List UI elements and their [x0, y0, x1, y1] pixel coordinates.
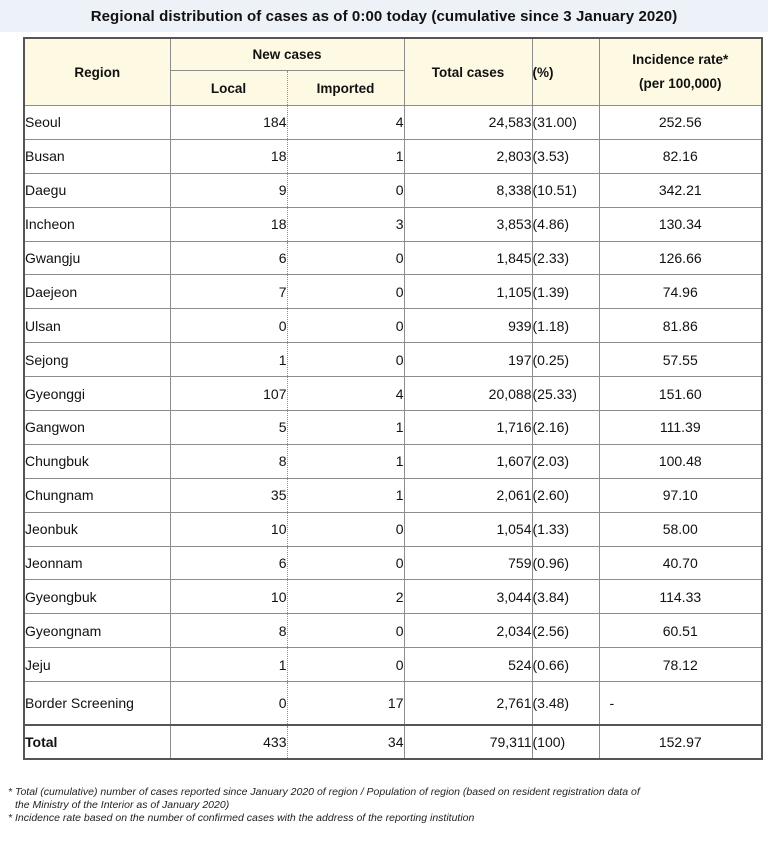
- header-incidence-line2: (per 100,000): [638, 76, 722, 91]
- cell-total: 79,311: [404, 725, 532, 759]
- cell-imported: 0: [287, 648, 404, 682]
- cell-region: Busan: [24, 139, 170, 173]
- cell-percent: (3.53): [532, 139, 599, 173]
- cell-region: Total: [24, 725, 170, 759]
- table-row: [24, 343, 762, 377]
- cell-local: 6: [170, 241, 287, 275]
- cell-percent: (31.00): [532, 106, 599, 140]
- cell-total: 939: [404, 309, 532, 343]
- cell-incidence-rate: -: [599, 682, 762, 726]
- cell-local: 1: [170, 343, 287, 377]
- cell-incidence-rate: 252.56: [599, 106, 762, 140]
- table-row: [24, 614, 762, 648]
- table-row: [24, 580, 762, 614]
- cell-incidence-rate: 114.33: [599, 580, 762, 614]
- title-bar: [0, 0, 768, 32]
- cell-incidence-rate: 97.10: [599, 478, 762, 512]
- header-new-cases: New cases: [170, 38, 404, 71]
- cell-total: 8,338: [404, 173, 532, 207]
- cell-total: 1,105: [404, 275, 532, 309]
- cell-local: 8: [170, 614, 287, 648]
- cell-region: Jeonbuk: [24, 512, 170, 546]
- cell-total: 2,761: [404, 682, 532, 726]
- cell-region: Jeju: [24, 648, 170, 682]
- table-row: [24, 444, 762, 478]
- cell-percent: (10.51): [532, 173, 599, 207]
- cell-imported: 0: [287, 343, 404, 377]
- cell-local: 35: [170, 478, 287, 512]
- cell-incidence-rate: 111.39: [599, 411, 762, 445]
- cell-imported: 0: [287, 275, 404, 309]
- table-row: [24, 512, 762, 546]
- total-row: [24, 725, 762, 759]
- cell-local: 9: [170, 173, 287, 207]
- cell-region: Gangwon: [24, 411, 170, 445]
- cell-local: 5: [170, 411, 287, 445]
- table-row: [24, 682, 762, 726]
- footnote-2: * Incidence rate based on the number of confirmed cases with the address of the reporting institution: [8, 812, 475, 824]
- cell-incidence-rate: 81.86: [599, 309, 762, 343]
- cell-incidence-rate: 82.16: [599, 139, 762, 173]
- cell-incidence-rate: 152.97: [599, 725, 762, 759]
- header-incidence-rate: [599, 38, 762, 106]
- cell-total: 2,061: [404, 478, 532, 512]
- table-header: [24, 38, 762, 106]
- cell-imported: 0: [287, 614, 404, 648]
- table-row: [24, 275, 762, 309]
- cell-total: 2,803: [404, 139, 532, 173]
- cell-total: 1,716: [404, 411, 532, 445]
- cell-percent: (2.03): [532, 444, 599, 478]
- cell-percent: (25.33): [532, 377, 599, 411]
- cell-percent: (2.56): [532, 614, 599, 648]
- cell-percent: (0.96): [532, 546, 599, 580]
- cell-local: 0: [170, 682, 287, 726]
- cell-imported: 17: [287, 682, 404, 726]
- cell-local: 107: [170, 377, 287, 411]
- cell-total: 20,088: [404, 377, 532, 411]
- cell-percent: (2.33): [532, 241, 599, 275]
- table-body: [24, 106, 762, 760]
- table-row: [24, 478, 762, 512]
- header-region: Region: [24, 38, 170, 106]
- cell-total: 1,607: [404, 444, 532, 478]
- table-row: [24, 241, 762, 275]
- cell-local: 1: [170, 648, 287, 682]
- cell-total: 3,853: [404, 207, 532, 241]
- cell-region: Daegu: [24, 173, 170, 207]
- cell-local: 18: [170, 207, 287, 241]
- cell-region: Jeonnam: [24, 546, 170, 580]
- cell-local: 0: [170, 309, 287, 343]
- cell-region: Incheon: [24, 207, 170, 241]
- table-row: [24, 139, 762, 173]
- cell-imported: 1: [287, 478, 404, 512]
- cell-total: 1,845: [404, 241, 532, 275]
- cell-imported: 3: [287, 207, 404, 241]
- cell-imported: 4: [287, 106, 404, 140]
- cell-region: Seoul: [24, 106, 170, 140]
- regional-cases-table: [23, 37, 763, 760]
- cell-incidence-rate: 78.12: [599, 648, 762, 682]
- cell-region: Gyeongnam: [24, 614, 170, 648]
- cell-total: 197: [404, 343, 532, 377]
- cell-local: 184: [170, 106, 287, 140]
- cell-imported: 2: [287, 580, 404, 614]
- cell-region: Sejong: [24, 343, 170, 377]
- cell-imported: 0: [287, 173, 404, 207]
- cell-incidence-rate: 100.48: [599, 444, 762, 478]
- cell-percent: (2.60): [532, 478, 599, 512]
- cell-total: 3,044: [404, 580, 532, 614]
- cell-percent: (4.86): [532, 207, 599, 241]
- cell-total: 1,054: [404, 512, 532, 546]
- header-incidence-line1: Incidence rate*: [632, 52, 729, 67]
- cell-imported: 0: [287, 309, 404, 343]
- cell-total: 24,583: [404, 106, 532, 140]
- table-row: [24, 309, 762, 343]
- cell-incidence-rate: 130.34: [599, 207, 762, 241]
- cell-incidence-rate: 151.60: [599, 377, 762, 411]
- cell-imported: 4: [287, 377, 404, 411]
- header-percent: (%): [532, 38, 599, 106]
- table-row: [24, 173, 762, 207]
- cell-incidence-rate: 60.51: [599, 614, 762, 648]
- table-row: [24, 648, 762, 682]
- table-row: [24, 106, 762, 140]
- footnote-1: * Total (cumulative) number of cases reported since January 2020 of region / Population of region (based on resident registration data of: [8, 786, 640, 798]
- cell-percent: (1.33): [532, 512, 599, 546]
- cell-incidence-rate: 57.55: [599, 343, 762, 377]
- table-row: [24, 411, 762, 445]
- cell-imported: 1: [287, 139, 404, 173]
- cell-incidence-rate: 58.00: [599, 512, 762, 546]
- cell-imported: 0: [287, 546, 404, 580]
- cell-percent: (2.16): [532, 411, 599, 445]
- table-row: [24, 377, 762, 411]
- cell-percent: (3.84): [532, 580, 599, 614]
- cell-region: Gwangju: [24, 241, 170, 275]
- cell-incidence-rate: 126.66: [599, 241, 762, 275]
- cell-percent: (3.48): [532, 682, 599, 726]
- cell-incidence-rate: 74.96: [599, 275, 762, 309]
- cell-imported: 0: [287, 512, 404, 546]
- cell-region: Chungbuk: [24, 444, 170, 478]
- cell-local: 433: [170, 725, 287, 759]
- cell-incidence-rate: 40.70: [599, 546, 762, 580]
- table-row: [24, 546, 762, 580]
- cell-region: Ulsan: [24, 309, 170, 343]
- cell-imported: 34: [287, 725, 404, 759]
- cell-local: 10: [170, 512, 287, 546]
- cell-percent: (0.25): [532, 343, 599, 377]
- cell-local: 8: [170, 444, 287, 478]
- table-title: Regional distribution of cases as of 0:00 today (cumulative since 3 January 2020): [90, 7, 678, 25]
- cell-imported: 1: [287, 444, 404, 478]
- cell-total: 524: [404, 648, 532, 682]
- footnote-1-continued: the Ministry of the Interior as of January 2020): [15, 799, 230, 811]
- cell-region: Daejeon: [24, 275, 170, 309]
- cell-local: 18: [170, 139, 287, 173]
- cell-percent: (100): [532, 725, 599, 759]
- cell-local: 6: [170, 546, 287, 580]
- header-total-cases: Total cases: [404, 38, 532, 106]
- cell-total: 2,034: [404, 614, 532, 648]
- cell-imported: 1: [287, 411, 404, 445]
- cell-region: Border Screening: [24, 682, 170, 726]
- cell-region: Gyeonggi: [24, 377, 170, 411]
- cell-incidence-rate: 342.21: [599, 173, 762, 207]
- header-local: Local: [170, 71, 287, 106]
- cell-percent: (1.18): [532, 309, 599, 343]
- cell-percent: (0.66): [532, 648, 599, 682]
- cell-local: 10: [170, 580, 287, 614]
- cell-region: Gyeongbuk: [24, 580, 170, 614]
- table-row: [24, 207, 762, 241]
- cell-local: 7: [170, 275, 287, 309]
- footnotes: [8, 786, 764, 825]
- cell-imported: 0: [287, 241, 404, 275]
- cell-percent: (1.39): [532, 275, 599, 309]
- header-imported: Imported: [287, 71, 404, 106]
- cell-region: Chungnam: [24, 478, 170, 512]
- cell-total: 759: [404, 546, 532, 580]
